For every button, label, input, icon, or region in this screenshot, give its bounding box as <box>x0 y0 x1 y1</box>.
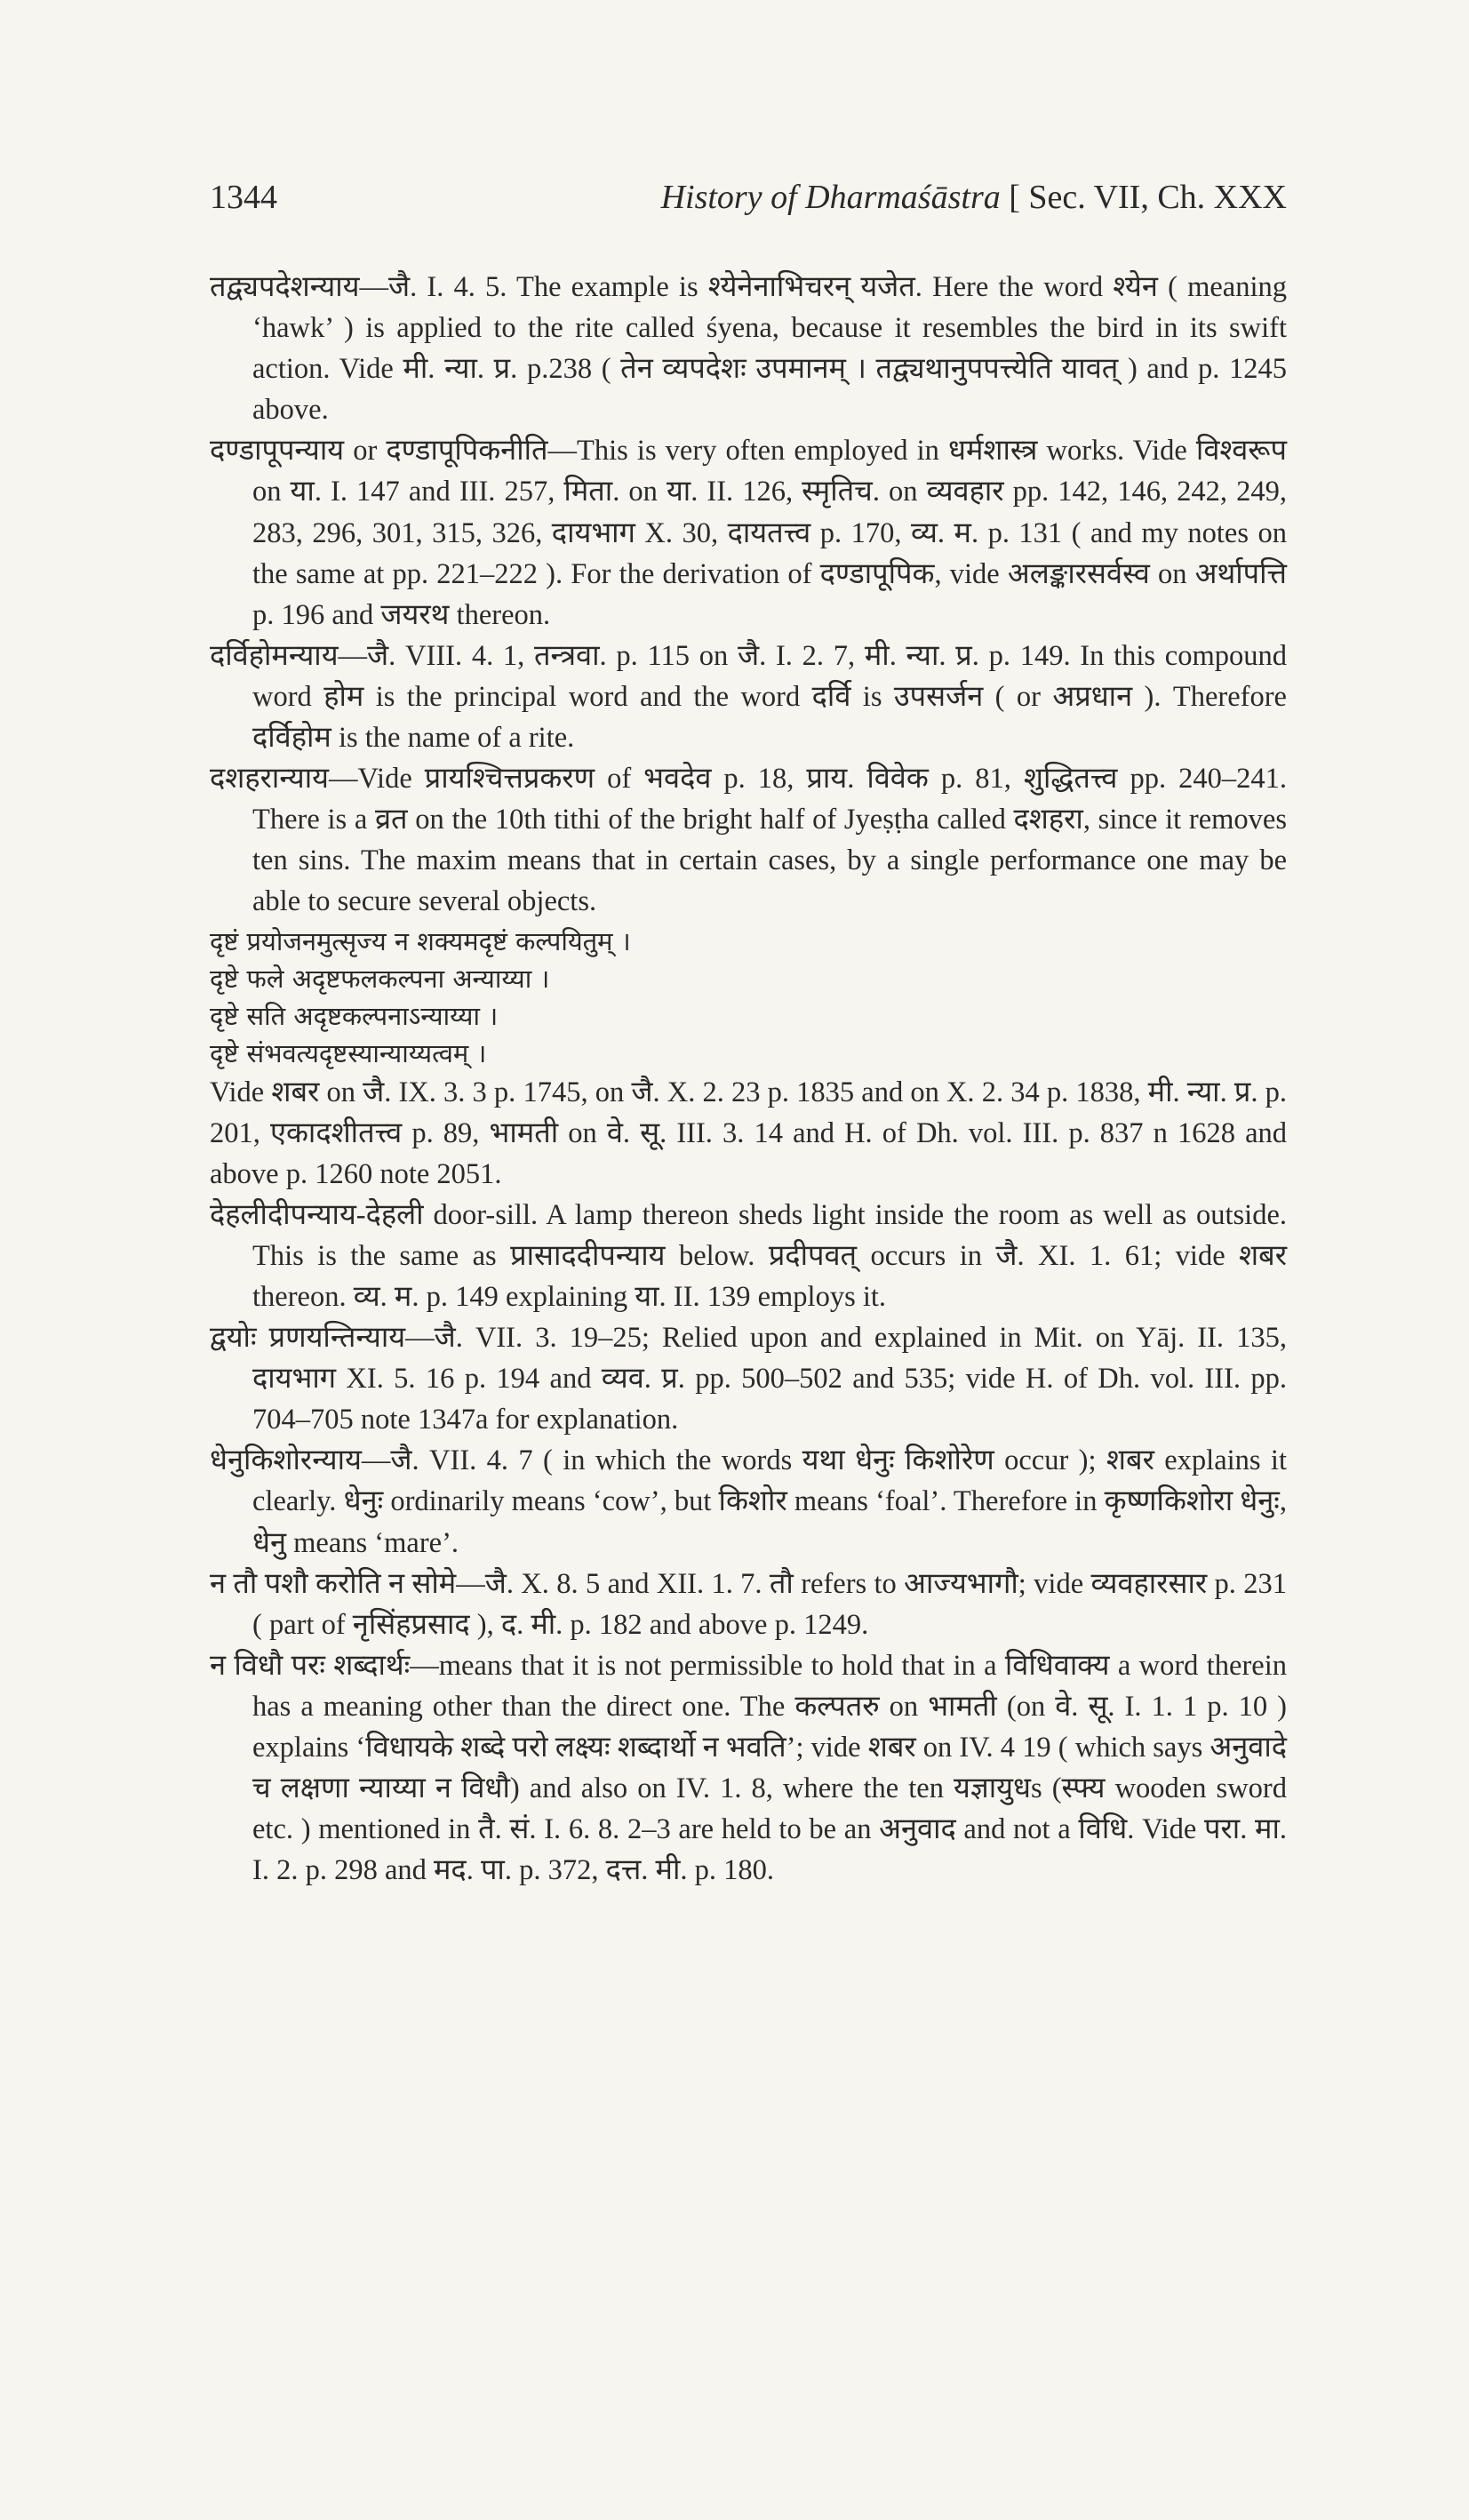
entry-dhenukishora: धेनुकिशोरन्याय—जै. VII. 4. 7 ( in which the words यथा धेनुः किशोरेण occur ); शबर explains it clearly. धेनुः ordinarily means ‘cow’, but किशोर means ‘foal’. Therefore in कृष्णकिशोरा धेनुः, धेनु means ‘mare’. <box>210 1444 1287 1559</box>
entry-na-tau-pashau: न तौ पशौ करोति न सोमे—जै. X. 8. 5 and XII. 1. 7. तौ refers to आज्यभागौ; vide व्यवहारसार p. 231 ( part of नृसिंहप्रसाद ), द. मी. p. 182 and above p. 1249. <box>210 1567 1287 1641</box>
running-title <box>661 178 1287 217</box>
page-header <box>210 178 1287 231</box>
entry-dehalidipa: देहलीदीपन्याय-देहली door-sill. A lamp thereon sheds light inside the room as well as outside. This is the same as प्रासाददीपन्याय below. प्रदीपवत् occurs in जै. XI. 1. 61; vide शबर thereon. व्य. म. p. 149 explaining या. II. 139 employs it. <box>210 1198 1287 1313</box>
page-number: 1344 <box>210 179 277 216</box>
maxim-line: दृष्टे संभवत्यदृष्टस्यान्याय्यत्वम् । <box>210 1037 487 1068</box>
vide-paragraph: Vide शबर on जै. IX. 3. 3 p. 1745, on जै. X. 2. 23 p. 1835 and on X. 2. 34 p. 1838, मी. न्या. प्र. p. 201, एकादशीतत्त्व p. 89, भामती on वे. सू. III. 3. 14 and H. of Dh. vol. III. p. 837 n 1628 and above p. 1260 note 2051. <box>210 1076 1287 1190</box>
entry-dashahara: दशहरान्याय—Vide प्रायश्चित्तप्रकरण of भवदेव p. 18, प्राय. विवेक p. 81, शुद्धितत्त्व pp. 240–241. There is a व्रत on the 10th tithi of the bright half of Jyeṣṭha called दशहरा, since it removes ten sins. The maxim means that in certain cases, by a single performance one may be able to secure several objects. <box>210 763 1287 918</box>
entry-dandapupa: दण्डापूपन्याय or दण्डापूपिकनीति—This is very often employed in धर्मशास्त्र works. Vide विश्वरूप on या. I. 147 and III. 257, मिता. on या. II. 126, स्मृतिच. on व्यवहार pp. 142, 146, 242, 249, 283, 296, 301, 315, 326, दायभाग X. 30, दायतत्त्व p. 170, व्य. म. p. 131 ( and my notes on the same at pp. 221–222 ). For the derivation of दण्डापूपिक, vide अलङ्कारसर्वस्व on अर्थापत्ति p. 196 and जयरथ thereon. <box>210 435 1287 631</box>
maxim-line: दृष्टे सति अदृष्टकल्पनाऽन्याय्या । <box>210 1000 499 1031</box>
entry-dvayoh-pranayanti: द्वयोः प्रणयन्तिन्याय—जै. VII. 3. 19–25; Relied upon and explained in Mit. on Yāj. II. 135, दायभाग XI. 5. 16 p. 194 and व्यव. प्र. pp. 500–502 and 535; vide H. of Dh. vol. III. pp. 704–705 note 1347a for explanation. <box>210 1322 1287 1436</box>
maxim-line: दृष्टं प्रयोजनमुत्सृज्य न शक्यमदृष्टं कल्पयितुम् । <box>210 925 631 956</box>
maxim-line: दृष्टे फले अदृष्टफलकल्पना अन्याय्या । <box>210 963 550 994</box>
page-body <box>210 267 1287 1891</box>
entry-na-vidhau-parah: न विधौ परः शब्दार्थः—means that it is not permissible to hold that in a विधिवाक्य a word therein has a meaning other than the direct one. The कल्पतरु on भामती (on वे. सू. I. 1. 1 p. 10 ) explains ‘विधायके शब्दे परो लक्ष्यः शब्दार्थो न भवति’; vide शबर on IV. 4 19 ( which says अनुवादे च लक्षणा न्याय्या न विधौ) and also on IV. 1. 8, where the ten यज्ञायुधs (स्फ्य wooden sword etc. ) mentioned in तै. सं. I. 6. 8. 2–3 are held to be an अनुवाद and not a विधि. Vide परा. मा. I. 2. p. 298 and मद. पा. p. 372, दत्त. मी. p. 180. <box>210 1649 1287 1887</box>
entry-darvihoma: दर्विहोमन्याय—जै. VIII. 4. 1, तन्त्रवा. p. 115 on जै. I. 2. 7, मी. न्या. प्र. p. 149. In this compound word होम is the principal word and the word दर्वि is उपसर्जन ( or अप्रधान ). Therefore दर्विहोम is the name of a rite. <box>210 639 1287 755</box>
section-label: [ Sec. VII, Ch. XXX <box>1009 179 1287 216</box>
entry-tadvyapadesha: तद्व्यपदेशन्याय—जै. I. 4. 5. The example is श्येनेनाभिचरन् यजेत. Here the word श्येन ( meaning ‘hawk’ ) is applied to the rite called śyena, because it resembles the bird in its swift action. Vide मी. न्या. प्र. p.238 ( तेन व्यपदेशः उपमानम् । तद्व्यथानुपपत्त्येति यावत् ) and p. 1245 above. <box>210 271 1287 427</box>
book-title: History of Dharmaśāstra <box>660 179 1001 216</box>
